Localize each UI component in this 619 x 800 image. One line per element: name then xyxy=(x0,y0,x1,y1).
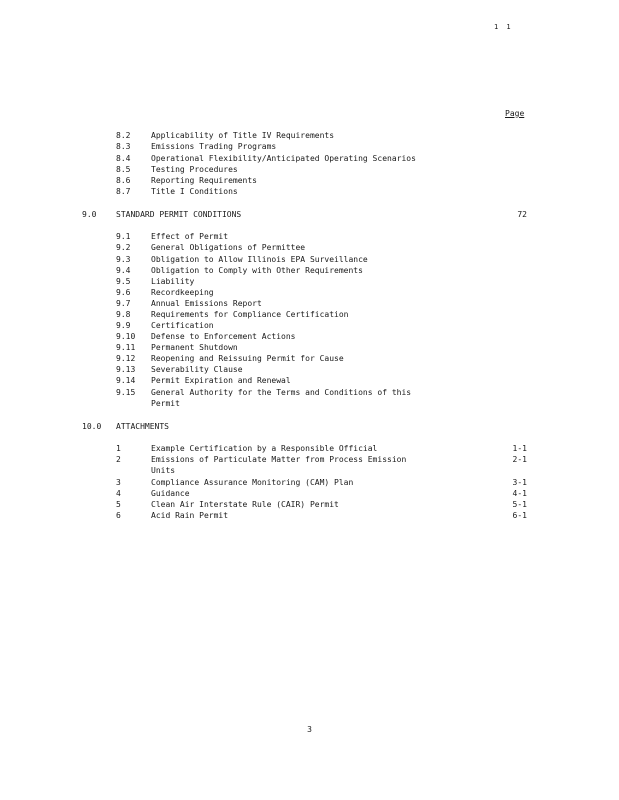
section-title: ATTACHMENTS xyxy=(116,422,169,431)
section-number: 9.0 xyxy=(82,210,97,219)
toc-entry xyxy=(0,499,619,510)
entry-number: 9.13 xyxy=(116,365,136,374)
entry-title: Compliance Assurance Monitoring (CAM) Plan xyxy=(151,478,354,487)
toc-entry xyxy=(0,510,619,521)
toc-entry xyxy=(0,242,619,253)
page-column-header: Page xyxy=(505,109,525,118)
toc-entry xyxy=(0,276,619,287)
toc-entry xyxy=(0,342,619,353)
toc-entry xyxy=(0,130,619,141)
entry-number: 6 xyxy=(116,511,121,520)
entry-title: Effect of Permit xyxy=(151,232,229,241)
entry-title: Annual Emissions Report xyxy=(151,299,262,308)
toc-entry xyxy=(0,175,619,186)
toc-entry-continuation xyxy=(0,398,619,409)
entry-number: 9.11 xyxy=(116,343,136,352)
entry-title: Testing Procedures xyxy=(151,165,238,174)
section-heading-10 xyxy=(0,421,619,432)
entry-page: 4-1 xyxy=(512,489,527,498)
entry-title: Clean Air Interstate Rule (CAIR) Permit xyxy=(151,500,339,509)
toc-entry xyxy=(0,153,619,164)
entry-page: 3-1 xyxy=(512,478,527,487)
toc-entry xyxy=(0,364,619,375)
entry-title: Operational Flexibility/Anticipated Operating Scenarios xyxy=(151,154,416,163)
entry-title: Acid Rain Permit xyxy=(151,511,229,520)
entry-number: 9.9 xyxy=(116,321,131,330)
toc-entry xyxy=(0,331,619,342)
entry-title: Guidance xyxy=(151,489,190,498)
section-heading-9 xyxy=(0,209,619,220)
toc-entry xyxy=(0,454,619,465)
entry-number: 9.2 xyxy=(116,243,131,252)
toc-entry xyxy=(0,298,619,309)
entry-page: 6-1 xyxy=(512,511,527,520)
entry-title: Applicability of Title IV Requirements xyxy=(151,131,335,140)
section-title: STANDARD PERMIT CONDITIONS xyxy=(116,210,242,219)
entry-page: 1-1 xyxy=(512,444,527,453)
entry-title-continued: Permit xyxy=(151,399,180,408)
toc-entry xyxy=(0,477,619,488)
entry-number: 9.7 xyxy=(116,299,131,308)
entry-number: 9.5 xyxy=(116,277,131,286)
entry-number: 9.10 xyxy=(116,332,136,341)
entry-title: Obligation to Allow Illinois EPA Surveillance xyxy=(151,255,368,264)
toc-entry xyxy=(0,231,619,242)
entry-title-continued: Units xyxy=(151,466,176,475)
toc-entry xyxy=(0,443,619,454)
entry-number: 8.4 xyxy=(116,154,131,163)
entry-page: 2-1 xyxy=(512,455,527,464)
entry-title: Example Certification by a Responsible Official xyxy=(151,444,378,453)
toc-entry xyxy=(0,254,619,265)
entry-title: Severability Clause xyxy=(151,365,243,374)
entry-title: General Authority for the Terms and Conditions of this xyxy=(151,388,412,397)
entry-title: Permanent Shutdown xyxy=(151,343,238,352)
entry-number: 9.12 xyxy=(116,354,136,363)
entry-number: 8.3 xyxy=(116,142,131,151)
entry-title: Defense to Enforcement Actions xyxy=(151,332,296,341)
entry-title: Permit Expiration and Renewal xyxy=(151,376,291,385)
toc-entry xyxy=(0,375,619,386)
entry-number: 8.2 xyxy=(116,131,131,140)
toc-entry xyxy=(0,141,619,152)
toc-entry xyxy=(0,287,619,298)
entry-number: 5 xyxy=(116,500,121,509)
entry-number: 4 xyxy=(116,489,121,498)
entry-title: Reopening and Reissuing Permit for Cause xyxy=(151,354,344,363)
entry-number: 8.7 xyxy=(116,187,131,196)
entry-number: 9.3 xyxy=(116,255,131,264)
entry-number: 9.15 xyxy=(116,388,136,397)
entry-number: 9.4 xyxy=(116,266,131,275)
toc-entry-continuation xyxy=(0,465,619,476)
entry-number: 2 xyxy=(116,455,121,464)
toc-entry xyxy=(0,164,619,175)
entry-number: 3 xyxy=(116,478,121,487)
entry-number: 9.8 xyxy=(116,310,131,319)
entry-title: Emissions of Particulate Matter from Process Emission xyxy=(151,455,407,464)
entry-title: Obligation to Comply with Other Requirements xyxy=(151,266,363,275)
entry-title: Certification xyxy=(151,321,214,330)
section-number: 10.0 xyxy=(82,422,102,431)
page-number: 3 xyxy=(307,725,312,734)
entry-number: 9.14 xyxy=(116,376,136,385)
toc-entry xyxy=(0,309,619,320)
entry-page: 5-1 xyxy=(512,500,527,509)
entry-title: Recordkeeping xyxy=(151,288,214,297)
entry-title: Title I Conditions xyxy=(151,187,238,196)
entry-title: Liability xyxy=(151,277,195,286)
entry-number: 1 xyxy=(116,444,121,453)
toc-entry xyxy=(0,186,619,197)
entry-title: General Obligations of Permittee xyxy=(151,243,306,252)
toc-entry xyxy=(0,387,619,398)
entry-title: Reporting Requirements xyxy=(151,176,257,185)
toc-entry xyxy=(0,265,619,276)
entry-title: Emissions Trading Programs xyxy=(151,142,277,151)
entry-number: 9.6 xyxy=(116,288,131,297)
corner-mark: 1 1 xyxy=(494,23,513,31)
toc-entry xyxy=(0,488,619,499)
entry-title: Requirements for Compliance Certification xyxy=(151,310,349,319)
entry-number: 9.1 xyxy=(116,232,131,241)
entry-number: 8.5 xyxy=(116,165,131,174)
entry-number: 8.6 xyxy=(116,176,131,185)
toc-entry xyxy=(0,353,619,364)
section-page: 72 xyxy=(517,210,527,219)
toc-entry xyxy=(0,320,619,331)
